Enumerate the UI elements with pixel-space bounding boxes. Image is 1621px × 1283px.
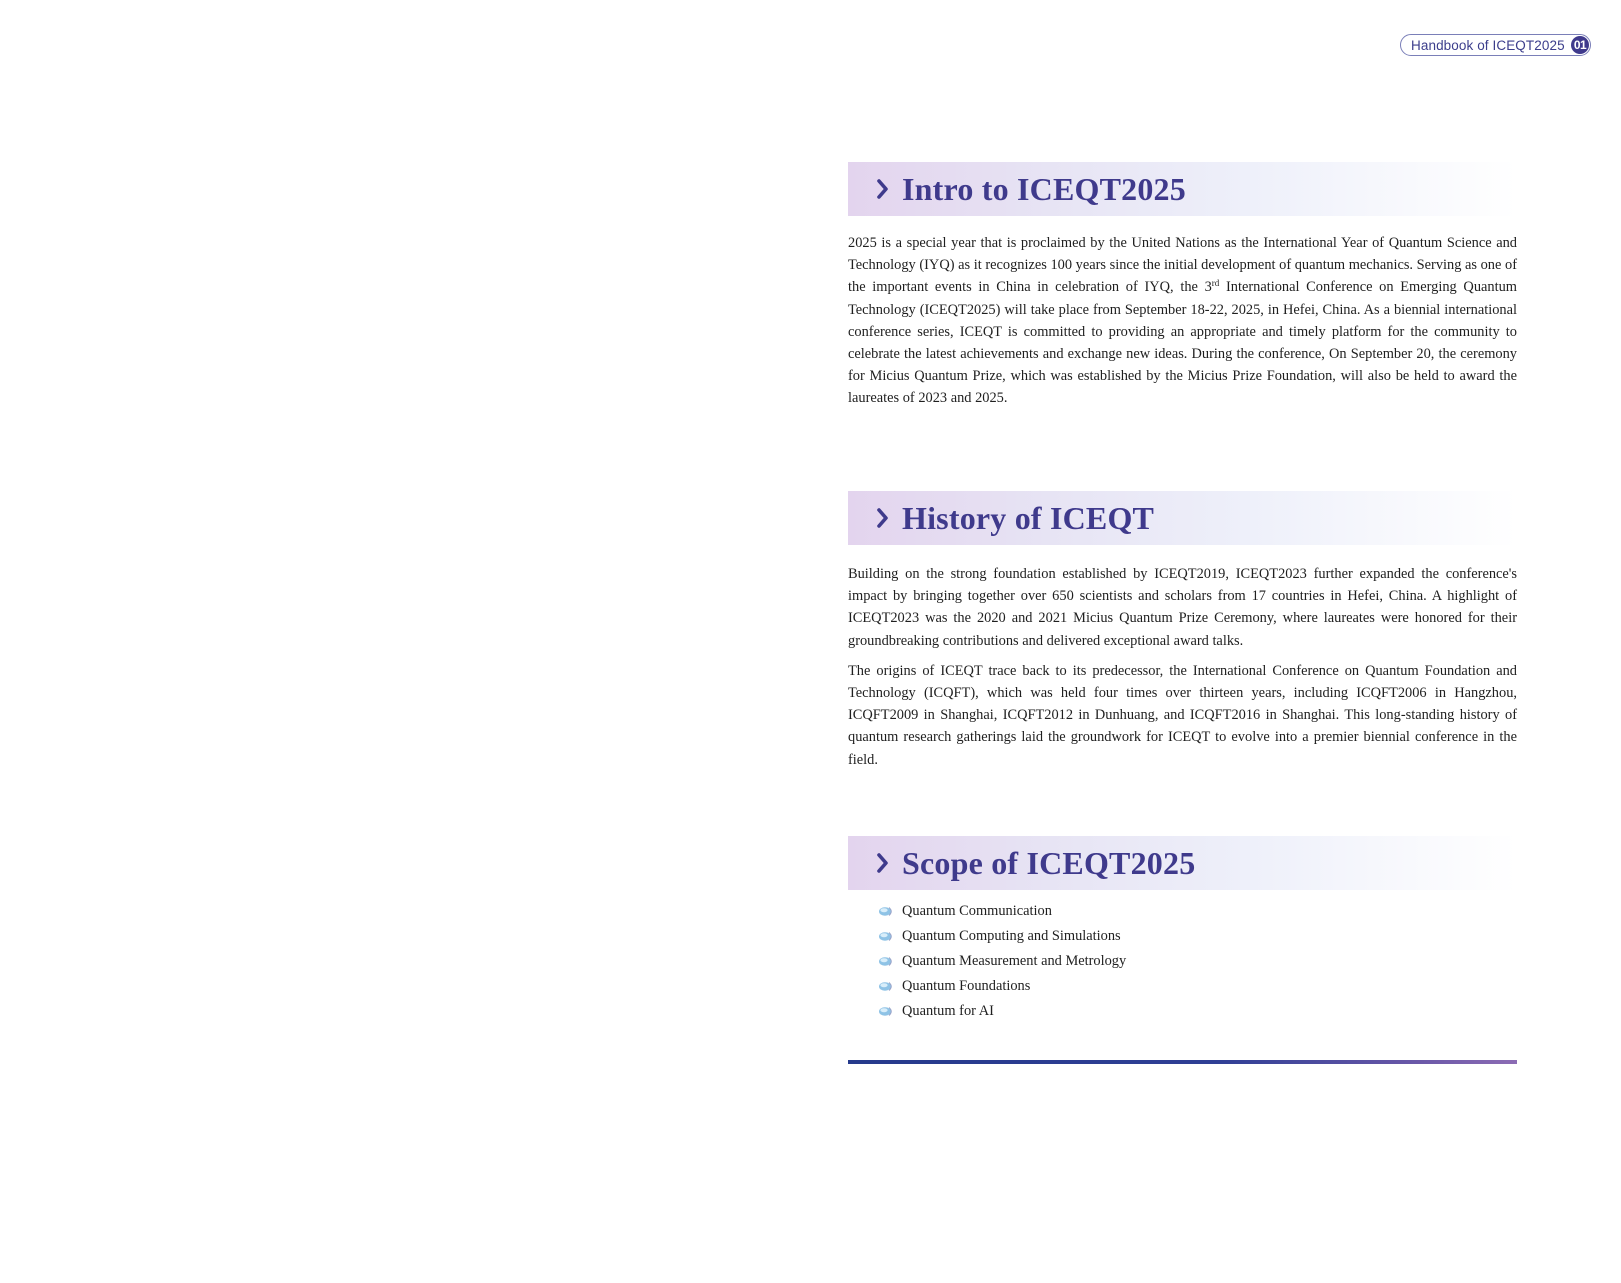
history-section (848, 491, 1517, 771)
scope-title: Scope of ICEQT2025 (902, 844, 1196, 881)
handbook-label: Handbook of ICEQT2025 (1411, 37, 1565, 53)
intro-title: Intro to ICEQT2025 (902, 170, 1186, 207)
intro-paragraph (848, 232, 1517, 410)
intro-ordinal-suffix: rd (1211, 278, 1220, 289)
scope-item-label: Quantum Computing and Simulations (902, 928, 1121, 944)
list-item (848, 949, 1517, 974)
list-item (848, 924, 1517, 949)
scope-banner (848, 836, 1517, 890)
scope-item-label: Quantum Communication (902, 903, 1052, 919)
section-divider (848, 1060, 1517, 1064)
orb-bullet-icon (878, 931, 894, 942)
scope-item-label: Quantum Foundations (902, 978, 1031, 994)
chevron-right-icon (876, 178, 890, 200)
scope-item-label: Quantum Measurement and Metrology (902, 953, 1127, 969)
orb-bullet-icon (878, 1006, 894, 1017)
list-item (848, 999, 1517, 1024)
intro-banner (848, 162, 1517, 216)
history-title: History of ICEQT (902, 499, 1155, 536)
history-paragraph-1: Building on the strong foundation established by ICEQT2019, ICEQT2023 further expanded the conference's impact by bringing together over 650 scientists and scholars from 17 countries in Hefei, China. A highlight of ICEQT2023 was the 2020 and 2021 Micius Quantum Prize Ceremony, where laureates were honored for their groundbreaking contributions and delivered exceptional award talks. (848, 566, 1517, 649)
orb-bullet-icon (878, 956, 894, 967)
page-number: 01 (1571, 36, 1589, 54)
list-item (848, 899, 1517, 924)
scope-section (848, 836, 1517, 1024)
scope-item-label: Quantum for AI (902, 1003, 994, 1019)
orb-bullet-icon (878, 906, 894, 917)
list-item (848, 974, 1517, 999)
intro-text-part-1: 2025 is a special year that is proclaimed by the United Nations as the International Year of Quantum Science and Technology (IYQ) as it recognizes 100 years since the initial development of quantum mechanics. Serving as one of the important events in China in celebration of IYQ, the 3 (848, 235, 1517, 296)
history-banner (848, 491, 1517, 545)
orb-bullet-icon (878, 981, 894, 992)
scope-list (848, 899, 1517, 1024)
intro-section (848, 162, 1517, 410)
intro-text-part-2: International Conference on Emerging Quantum Technology (ICEQT2025) will take place from September 18-22, 2025, in Hefei, China. As a biennial international conference series, ICEQT is committed to providing an appropriate and timely platform for the community to celebrate the latest achievements and exchange new ideas. During the conference, On September 20, the ceremony for Micius Quantum Prize, which was established by the Micius Prize Foundation, will also be held to award the laureates of 2023 and 2025. (848, 279, 1517, 407)
chevron-right-icon (876, 507, 890, 529)
chevron-right-icon (876, 852, 890, 874)
history-paragraph-2: The origins of ICEQT trace back to its predecessor, the International Conference on Quantum Foundation and Technology (ICQFT), which was held four times over thirteen years, including ICQFT2006 in Hangzhou, ICQFT2009 in Shanghai, ICQFT2012 in Dunhuang, and ICQFT2016 in Shanghai. This long-standing history of quantum research gatherings laid the groundwork for ICEQT to evolve into a premier biennial conference in the field. (848, 662, 1517, 768)
handbook-badge (1400, 34, 1591, 56)
